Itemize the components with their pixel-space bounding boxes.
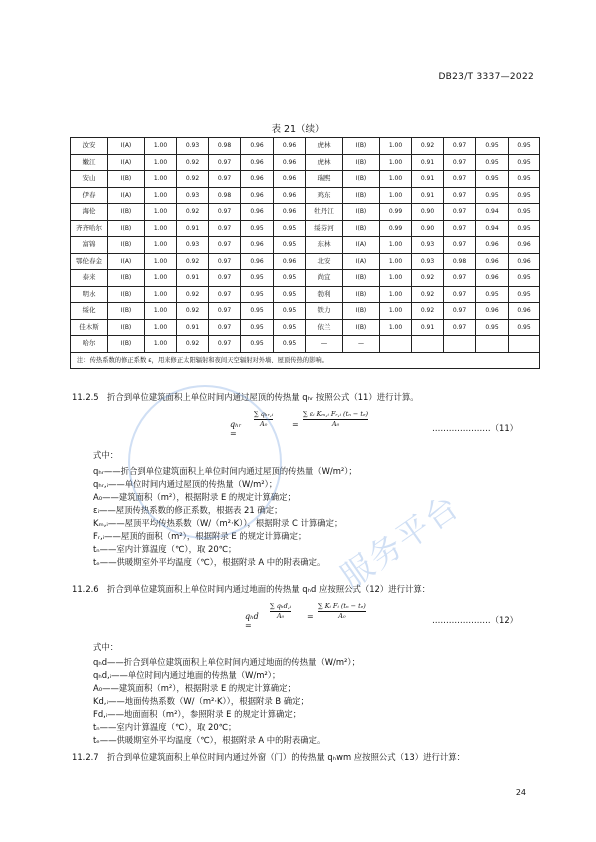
- table-cell: 0.97: [209, 154, 241, 171]
- table-cell: 0.97: [209, 319, 241, 336]
- table-cell: 0.97: [209, 336, 241, 353]
- table-cell: 1.00: [380, 138, 412, 155]
- table-cell: 0.97: [444, 319, 476, 336]
- table-cell: Ⅰ(B): [108, 319, 145, 336]
- table-row: [71, 171, 540, 188]
- table-cell: Ⅰ(B): [108, 303, 145, 320]
- table-row: [71, 336, 540, 353]
- symbol-definition: Kₘ,ᵢ——屋顶平均传热系数（W/（m²·K）），根据附录 C 计算确定；: [93, 518, 343, 528]
- table-cell: Ⅰ(B): [343, 187, 380, 204]
- table-cell: Ⅰ(A): [108, 253, 145, 270]
- table-cell: 0.93: [177, 187, 209, 204]
- table-note-row: [71, 352, 540, 369]
- location-cell: 东林: [306, 237, 343, 254]
- location-cell: 绥化: [71, 303, 108, 320]
- table-cell: Ⅰ(B): [343, 270, 380, 287]
- table-cell: 0.93: [177, 237, 209, 254]
- table-cell: 0.95: [274, 237, 306, 254]
- table-cell: 0.95: [274, 319, 306, 336]
- where-label-12: 式中：: [93, 642, 119, 652]
- symbol-definition: A₀——建筑面积（m²），根据附录 E 的规定计算确定；: [93, 683, 296, 693]
- location-cell: 嫩江: [71, 154, 108, 171]
- table-cell: 0.93: [412, 237, 444, 254]
- correction-factor-table: [70, 137, 540, 369]
- table-cell: 0.99: [380, 204, 412, 221]
- table-cell: 0.96: [274, 154, 306, 171]
- table-cell: 0.95: [509, 138, 540, 155]
- table-cell: 0.92: [177, 204, 209, 221]
- table-cell: 0.98: [209, 187, 241, 204]
- table-cell: 0.95: [476, 171, 509, 188]
- table-cell: 0.95: [241, 286, 274, 303]
- table-note: 注：传热系数的修正系数 ε，用来修正太阳辐射和夜间天空辐射对外墙、屋顶传热的影响。: [71, 352, 540, 369]
- table-cell: 0.95: [241, 319, 274, 336]
- table-cell: 1.00: [145, 204, 177, 221]
- table-cell: 0.96: [509, 303, 540, 320]
- location-cell: 海伦: [71, 204, 108, 221]
- symbol-definition: Kd,ᵢ——地面传热系数（W/（m²·K）），根据附录 B 确定；: [93, 696, 309, 706]
- table-row: [71, 303, 540, 320]
- table-cell: Ⅰ(A): [108, 154, 145, 171]
- table-row: [71, 319, 540, 336]
- table-cell: 0.94: [476, 204, 509, 221]
- table-cell: Ⅰ(A): [108, 187, 145, 204]
- table-cell: [509, 336, 540, 353]
- location-cell: 瑞熙: [306, 171, 343, 188]
- location-cell: 铁力: [306, 303, 343, 320]
- table-cell: 0.96: [476, 303, 509, 320]
- table-cell: 0.90: [412, 220, 444, 237]
- table-cell: Ⅰ(B): [108, 220, 145, 237]
- location-cell: 依兰: [306, 319, 343, 336]
- table-row: [71, 270, 540, 287]
- page-number: 24: [515, 788, 526, 797]
- table-cell: 0.96: [274, 187, 306, 204]
- formula-12-numerator-1: ∑ qₕd,ᵢ: [270, 602, 292, 610]
- table-cell: 0.95: [241, 336, 274, 353]
- table-cell: 0.96: [509, 253, 540, 270]
- location-cell: 明水: [71, 286, 108, 303]
- location-cell: 鄂伦春金: [71, 253, 108, 270]
- table-caption: 表 21（续）: [271, 124, 325, 135]
- table-cell: 0.96: [241, 237, 274, 254]
- table-cell: 1.00: [145, 237, 177, 254]
- table-cell: 0.95: [476, 286, 509, 303]
- table-cell: 0.97: [209, 270, 241, 287]
- table-cell: 0.95: [509, 286, 540, 303]
- table-cell: 1.00: [145, 220, 177, 237]
- table-cell: 0.95: [509, 171, 540, 188]
- table-cell: 0.91: [412, 171, 444, 188]
- table-cell: 0.99: [380, 220, 412, 237]
- symbol-definition: tₑ——供暖期室外平均温度（℃），根据附录 A 中的附表确定。: [93, 735, 326, 745]
- formula-11-lhs: qₕᵣ =: [230, 420, 242, 438]
- table-cell: 0.96: [274, 204, 306, 221]
- formula-12-denominator-2: A₀: [338, 612, 346, 620]
- table-cell: 0.95: [509, 204, 540, 221]
- table-cell: 1.00: [145, 303, 177, 320]
- table-cell: 0.92: [177, 303, 209, 320]
- table-row: [71, 187, 540, 204]
- table-cell: 1.00: [380, 237, 412, 254]
- table-cell: Ⅰ(B): [343, 138, 380, 155]
- table-cell: 0.92: [412, 286, 444, 303]
- table-cell: Ⅰ(B): [343, 286, 380, 303]
- table-cell: 0.97: [444, 237, 476, 254]
- location-cell: —: [306, 336, 343, 353]
- location-cell: 伊春: [71, 187, 108, 204]
- table-row: [71, 138, 540, 155]
- formula-11-numerator-1: ∑ qₕᵣ,ᵢ: [254, 410, 274, 418]
- table-cell: 1.00: [145, 138, 177, 155]
- clause-11-2-5: 11.2.5 折合到单位建筑面积上单位时间内通过屋顶的传热量 qₕᵣ 按照公式（11）进行计算。: [72, 392, 419, 402]
- table-cell: 0.96: [476, 253, 509, 270]
- location-cell: 虎林: [306, 138, 343, 155]
- table-cell: 0.97: [444, 220, 476, 237]
- table-cell: 0.96: [476, 237, 509, 254]
- table-cell: 0.96: [241, 187, 274, 204]
- table-cell: 0.97: [444, 138, 476, 155]
- table-cell: Ⅰ(B): [108, 237, 145, 254]
- table-row: [71, 253, 540, 270]
- symbol-definition: qₕd——折合到单位建筑面积上单位时间内通过地面的传热量（W/m²）；: [93, 657, 360, 667]
- table-cell: 0.95: [509, 154, 540, 171]
- table-cell: 0.95: [274, 270, 306, 287]
- table-cell: 0.95: [509, 319, 540, 336]
- table-cell: 1.00: [145, 270, 177, 287]
- table-cell: 0.95: [476, 154, 509, 171]
- clause-11-2-7: 11.2.7 折合到单位建筑面积上单位时间内通过外窗（门）的传热量 qₕwm 应按照公式（13）进行计算：: [72, 752, 465, 762]
- table-cell: 0.95: [274, 303, 306, 320]
- table-cell: —: [343, 336, 380, 353]
- table-cell: 0.98: [209, 138, 241, 155]
- location-cell: 富锦: [71, 237, 108, 254]
- table-cell: 0.95: [476, 187, 509, 204]
- table-cell: 0.91: [412, 319, 444, 336]
- standard-code: DB23/T 3337—2022: [438, 72, 534, 82]
- table-cell: 0.94: [476, 220, 509, 237]
- table-cell: Ⅰ(B): [108, 204, 145, 221]
- location-cell: 绥芬河: [306, 220, 343, 237]
- table-cell: 1.00: [380, 319, 412, 336]
- table-cell: 1.00: [145, 154, 177, 171]
- table-cell: 0.96: [509, 237, 540, 254]
- table-cell: 0.97: [209, 253, 241, 270]
- table-cell: 0.92: [412, 138, 444, 155]
- formula-12-fraction-2: [318, 602, 366, 621]
- symbol-definition: tₙ——室内计算温度（℃），取 20℃；: [93, 544, 237, 554]
- table-cell: 0.91: [177, 220, 209, 237]
- table-cell: 1.00: [380, 270, 412, 287]
- symbol-definition: tₙ——室内计算温度（℃），取 20℃；: [93, 722, 237, 732]
- symbol-definition: Fᵣ,ᵢ——屋顶的面积（m²），根据附录 E 的规定计算确定；: [93, 531, 307, 541]
- table-cell: 1.00: [145, 171, 177, 188]
- location-cell: 齐齐哈尔: [71, 220, 108, 237]
- table-cell: Ⅰ(A): [108, 138, 145, 155]
- table-cell: 0.97: [444, 154, 476, 171]
- table-row: [71, 220, 540, 237]
- table-cell: 0.96: [241, 154, 274, 171]
- table-cell: 0.92: [412, 303, 444, 320]
- location-cell: 北安: [306, 253, 343, 270]
- table-cell: 1.00: [145, 336, 177, 353]
- table-cell: Ⅰ(B): [343, 204, 380, 221]
- table-cell: 0.92: [177, 154, 209, 171]
- table-cell: Ⅰ(B): [108, 336, 145, 353]
- table-cell: 0.92: [177, 253, 209, 270]
- table-cell: Ⅰ(B): [343, 319, 380, 336]
- table-row: [71, 237, 540, 254]
- symbol-definition: qₕᵣ,ᵢ——单位时间内通过屋顶的传热量（W/m²）；: [93, 479, 278, 489]
- table-cell: 0.95: [476, 319, 509, 336]
- table-cell: Ⅰ(B): [343, 154, 380, 171]
- table-cell: 0.97: [209, 303, 241, 320]
- table-cell: 0.91: [412, 154, 444, 171]
- table-row: [71, 286, 540, 303]
- clause-11-2-6: 11.2.6 折合到单位建筑面积上单位时间内通过地面的传热量 qₕd 应按照公式（12）进行计算：: [72, 584, 431, 594]
- table-row: [71, 204, 540, 221]
- table-cell: 0.96: [241, 171, 274, 188]
- formula-12-fraction-1: [270, 602, 291, 621]
- watermark-text: 服务平台: [333, 486, 467, 597]
- table-cell: 0.95: [509, 220, 540, 237]
- table-cell: 0.96: [241, 138, 274, 155]
- table-cell: 1.00: [380, 154, 412, 171]
- table-cell: 0.95: [241, 220, 274, 237]
- formula-12-lhs: qₕd =: [245, 612, 259, 630]
- location-cell: 尚宜: [306, 270, 343, 287]
- symbol-definition: Fd,ᵢ——地面面积（m²），参照附录 E 的规定计算确定；: [93, 709, 302, 719]
- table-cell: Ⅰ(B): [108, 286, 145, 303]
- watermark-seal: [128, 385, 282, 539]
- table-cell: [380, 336, 412, 353]
- location-cell: 泰来: [71, 270, 108, 287]
- table-cell: 0.97: [444, 187, 476, 204]
- table-cell: 0.91: [177, 319, 209, 336]
- table-cell: 0.95: [476, 138, 509, 155]
- table-cell: 0.97: [209, 286, 241, 303]
- table-cell: 0.96: [274, 171, 306, 188]
- table-cell: 0.95: [241, 303, 274, 320]
- table-cell: 0.96: [274, 253, 306, 270]
- symbol-definition: qₕᵣ——折合到单位建筑面积上单位时间内通过屋顶的传热量（W/m²）；: [93, 466, 357, 476]
- formula-11-numerator-2: ∑ εᵢ Kₘ,ᵢ Fᵣ,ᵢ (tₙ − tₑ): [303, 410, 369, 418]
- table-cell: 0.95: [509, 270, 540, 287]
- table-cell: 0.92: [177, 286, 209, 303]
- table-cell: 0.96: [274, 138, 306, 155]
- table-cell: 0.96: [476, 270, 509, 287]
- table-cell: 1.00: [145, 187, 177, 204]
- table-cell: 0.96: [241, 253, 274, 270]
- table-row: [71, 154, 540, 171]
- table-cell: 1.00: [145, 319, 177, 336]
- table-cell: 1.00: [145, 253, 177, 270]
- table-cell: 0.93: [412, 253, 444, 270]
- table-cell: 1.00: [380, 286, 412, 303]
- table-cell: 0.97: [444, 171, 476, 188]
- location-cell: 牡丹江: [306, 204, 343, 221]
- table-cell: 1.00: [380, 253, 412, 270]
- table-cell: 0.97: [209, 237, 241, 254]
- table-cell: 0.95: [241, 270, 274, 287]
- table-cell: [476, 336, 509, 353]
- table-cell: 0.96: [241, 204, 274, 221]
- symbol-definition: tₑ——供暖期室外平均温度（℃），根据附录 A 中的附表确定。: [93, 557, 326, 567]
- formula-12-denominator-1: A₀: [276, 612, 285, 620]
- table-cell: [412, 336, 444, 353]
- formula-12-number: …………………（12）: [432, 615, 519, 625]
- table-cell: 0.97: [444, 270, 476, 287]
- table-cell: 0.95: [509, 187, 540, 204]
- symbol-definition: A₀——建筑面积（m²），根据附录 E 的规定计算确定；: [93, 492, 296, 502]
- table-cell: 1.00: [380, 171, 412, 188]
- table-cell: 1.00: [380, 303, 412, 320]
- where-label-11: 式中：: [93, 450, 119, 460]
- table-cell: Ⅰ(B): [108, 270, 145, 287]
- table-cell: 0.91: [412, 187, 444, 204]
- table-cell: 0.95: [274, 286, 306, 303]
- table-cell: 0.93: [177, 138, 209, 155]
- table-cell: Ⅰ(B): [343, 220, 380, 237]
- formula-11-denominator-2: A₀: [331, 420, 340, 428]
- table-cell: 0.95: [274, 336, 306, 353]
- location-cell: 虎林: [306, 154, 343, 171]
- table-cell: 0.92: [177, 171, 209, 188]
- table-cell: Ⅰ(B): [343, 171, 380, 188]
- table-cell: 0.97: [444, 204, 476, 221]
- table-cell: 0.97: [444, 303, 476, 320]
- location-cell: 安山: [71, 171, 108, 188]
- table-cell: 0.97: [444, 286, 476, 303]
- table-cell: [444, 336, 476, 353]
- formula-11-number: …………………（11）: [432, 423, 519, 433]
- table-cell: Ⅰ(B): [343, 303, 380, 320]
- location-cell: 佳木斯: [71, 319, 108, 336]
- table-cell: 0.97: [209, 220, 241, 237]
- table-cell: 0.91: [177, 270, 209, 287]
- table-cell: 1.00: [380, 187, 412, 204]
- location-cell: 勃利: [306, 286, 343, 303]
- table-cell: Ⅰ(A): [343, 237, 380, 254]
- table-cell: Ⅰ(B): [108, 171, 145, 188]
- table-cell: 0.92: [412, 270, 444, 287]
- table-cell: 0.90: [412, 204, 444, 221]
- symbol-definition: qₕd,ᵢ——单位时间内通过地面的传热量（W/m²）；: [93, 670, 281, 680]
- symbol-definition: εᵢ——屋顶传热系数的修正系数，根据表 21 确定；: [93, 505, 283, 515]
- formula-11-denominator-1: A₀: [260, 420, 268, 428]
- table-cell: 1.00: [145, 286, 177, 303]
- formula-12-numerator-2: ∑ Kᵢ Fᵢ (tₙ − tₑ): [318, 602, 366, 610]
- formula-11-fraction-2: [303, 410, 368, 429]
- table-cell: Ⅰ(A): [343, 253, 380, 270]
- table-cell: 0.92: [177, 336, 209, 353]
- location-cell: 鸡东: [306, 187, 343, 204]
- location-cell: 哈尔: [71, 336, 108, 353]
- table-cell: 0.97: [209, 204, 241, 221]
- table-cell: 0.95: [274, 220, 306, 237]
- table-cell: 0.98: [444, 253, 476, 270]
- table-cell: 0.97: [209, 171, 241, 188]
- location-cell: 汝安: [71, 138, 108, 155]
